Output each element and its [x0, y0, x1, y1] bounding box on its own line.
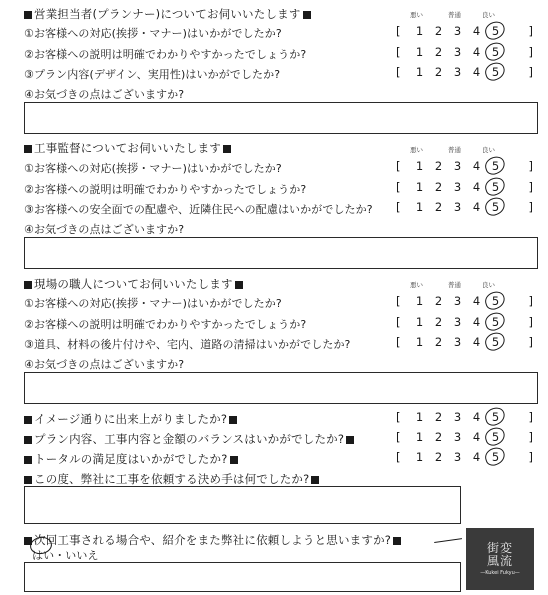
section-2-title: 工事監督についてお伺いいたします	[24, 140, 231, 156]
rating-option-4[interactable]: 4	[472, 335, 481, 349]
selected-rating-circle-icon	[483, 425, 507, 447]
square-bullet-icon	[24, 145, 32, 153]
rating-scale	[396, 410, 533, 424]
scale-close-bracket: ]	[528, 45, 533, 59]
overall-question-3: トータルの満足度はいかがでしたか?	[24, 451, 238, 467]
rating-option-2[interactable]: 2	[434, 315, 443, 329]
rating-option-5[interactable]: 5	[491, 180, 500, 194]
selected-rating-circle-icon	[483, 60, 507, 82]
selected-rating-circle-icon	[483, 19, 507, 41]
question-3-3: ③道具、材料の後片付けや、宅内、道路の清掃はいかがでしたか?	[24, 338, 351, 351]
scale-close-bracket: ]	[528, 315, 533, 329]
square-bullet-icon	[24, 456, 32, 464]
scale-open-bracket: [	[396, 180, 401, 194]
referral-options[interactable]: はい・いいえ	[32, 549, 99, 562]
rating-option-5[interactable]: 5	[491, 430, 500, 444]
comment-label-2: ④お気づきの点はございますか?	[24, 223, 185, 236]
rating-option-3[interactable]: 3	[453, 335, 462, 349]
comment-box-1[interactable]	[24, 102, 538, 134]
scale-close-bracket: ]	[528, 65, 533, 79]
square-bullet-icon	[24, 416, 32, 424]
rating-option-4[interactable]: 4	[472, 410, 481, 424]
overall-question-1: イメージ通りに出来上がりましたか?	[24, 411, 237, 427]
comment-label-1: ④お気づきの点はございますか?	[24, 88, 185, 101]
scale-close-bracket: ]	[528, 294, 533, 308]
rating-option-1[interactable]: 1	[415, 45, 424, 59]
rating-scale	[396, 159, 533, 173]
rating-option-1[interactable]: 1	[415, 450, 424, 464]
rating-option-1[interactable]: 1	[415, 65, 424, 79]
rating-option-2[interactable]: 2	[434, 335, 443, 349]
rating-scale	[396, 180, 533, 194]
rating-option-4[interactable]: 4	[472, 159, 481, 173]
referral-box[interactable]	[24, 562, 461, 592]
scale-open-bracket: [	[396, 335, 401, 349]
rating-option-4[interactable]: 4	[472, 430, 481, 444]
rating-option-5[interactable]: 5	[491, 294, 500, 308]
question-2-1: ①お客様への対応(挨拶・マナー)はいかがでしたか?	[24, 162, 282, 175]
rating-option-1[interactable]: 1	[415, 294, 424, 308]
rating-option-1[interactable]: 1	[415, 24, 424, 38]
rating-scale	[396, 315, 533, 329]
question-3-1: ①お客様への対応(挨拶・マナー)はいかがでしたか?	[24, 297, 282, 310]
square-bullet-icon	[303, 11, 311, 19]
scale-header-bad: 悪い	[410, 11, 423, 19]
rating-scale	[396, 450, 533, 464]
scale-close-bracket: ]	[528, 430, 533, 444]
rating-option-2[interactable]: 2	[434, 430, 443, 444]
square-bullet-icon	[24, 281, 32, 289]
question-1-2: ②お客様への説明は明確でわかりやすかったでしょうか?	[24, 48, 307, 61]
rating-option-3[interactable]: 3	[453, 315, 462, 329]
rating-option-4[interactable]: 4	[472, 294, 481, 308]
rating-option-2[interactable]: 2	[434, 294, 443, 308]
overall-question-2: プラン内容、工事内容と金額のバランスはいかがでしたか?	[24, 431, 354, 447]
scale-close-bracket: ]	[528, 159, 533, 173]
rating-option-3[interactable]: 3	[453, 65, 462, 79]
question-3-2: ②お客様への説明は明確でわかりやすかったでしょうか?	[24, 318, 307, 331]
rating-option-1[interactable]: 1	[415, 180, 424, 194]
rating-scale	[396, 45, 533, 59]
scale-close-bracket: ]	[528, 450, 533, 464]
question-1-3: ③プラン内容(デザイン、実用性)はいかがでしたか?	[24, 68, 281, 81]
scale-open-bracket: [	[396, 294, 401, 308]
selected-rating-circle-icon	[483, 195, 507, 217]
selected-rating-circle-icon	[483, 175, 507, 197]
scale-open-bracket: [	[396, 159, 401, 173]
scale-header-good: 良い	[482, 11, 495, 19]
rating-option-2[interactable]: 2	[434, 410, 443, 424]
question-1-1: ①お客様への対応(挨拶・マナー)はいかがでしたか?	[24, 27, 282, 40]
question-2-2: ②お客様への説明は明確でわかりやすかったでしょうか?	[24, 183, 307, 196]
scale-header-normal: 普通	[448, 11, 461, 19]
referral-title: 次回工事される場合や、紹介をまた弊社に依頼しようと思いますか?	[24, 532, 401, 548]
decision-title: この度、弊社に工事を依頼する決め手は何でしたか?	[24, 471, 319, 487]
rating-option-4[interactable]: 4	[472, 315, 481, 329]
scale-open-bracket: [	[396, 45, 401, 59]
square-bullet-icon	[235, 281, 243, 289]
rating-option-1[interactable]: 1	[415, 335, 424, 349]
square-bullet-icon	[229, 416, 237, 424]
question-2-3: ③お客様への安全面での配慮や、近隣住民への配慮はいかがでしたか?	[24, 203, 373, 216]
rating-option-3[interactable]: 3	[453, 24, 462, 38]
scale-close-bracket: ]	[528, 200, 533, 214]
selected-rating-circle-icon	[483, 154, 507, 176]
scale-open-bracket: [	[396, 200, 401, 214]
rating-option-5[interactable]: 5	[491, 335, 500, 349]
rating-option-5[interactable]: 5	[491, 200, 500, 214]
rating-option-1[interactable]: 1	[415, 430, 424, 444]
rating-scale	[396, 294, 533, 308]
rating-option-2[interactable]: 2	[434, 450, 443, 464]
company-logo-stamp	[466, 528, 534, 590]
rating-scale	[396, 24, 533, 38]
scale-close-bracket: ]	[528, 180, 533, 194]
rating-option-3[interactable]: 3	[453, 450, 462, 464]
comment-box-3[interactable]	[24, 372, 538, 404]
stamp-sub-text: —Kukei Fukyu—	[480, 570, 520, 576]
rating-option-3[interactable]: 3	[453, 430, 462, 444]
decision-box[interactable]	[24, 486, 461, 524]
selected-rating-circle-icon	[483, 310, 507, 332]
square-bullet-icon	[24, 11, 32, 19]
selected-rating-circle-icon	[483, 289, 507, 311]
rating-option-3[interactable]: 3	[453, 159, 462, 173]
rating-scale	[396, 65, 533, 79]
rating-option-4[interactable]: 4	[472, 24, 481, 38]
scale-open-bracket: [	[396, 24, 401, 38]
section-3-title: 現場の職人についてお伺いいたします	[24, 276, 243, 292]
square-bullet-icon	[230, 456, 238, 464]
rating-option-4[interactable]: 4	[472, 180, 481, 194]
scale-open-bracket: [	[396, 410, 401, 424]
rating-option-5[interactable]: 5	[491, 24, 500, 38]
scale-header-bad: 悪い	[410, 281, 423, 289]
section-1-title: 営業担当者(プランナー)についてお伺いいたします	[24, 6, 311, 22]
square-bullet-icon	[311, 476, 319, 484]
scale-open-bracket: [	[396, 65, 401, 79]
scale-close-bracket: ]	[528, 410, 533, 424]
scale-open-bracket: [	[396, 430, 401, 444]
rating-option-1[interactable]: 1	[415, 410, 424, 424]
square-bullet-icon	[24, 476, 32, 484]
rating-scale	[396, 200, 533, 214]
rating-option-3[interactable]: 3	[453, 45, 462, 59]
square-bullet-icon	[223, 145, 231, 153]
rating-option-1[interactable]: 1	[415, 315, 424, 329]
rating-option-5[interactable]: 5	[491, 410, 500, 424]
rating-option-1[interactable]: 1	[415, 200, 424, 214]
rating-option-2[interactable]: 2	[434, 200, 443, 214]
scale-open-bracket: [	[396, 450, 401, 464]
scale-header-normal: 普通	[448, 281, 461, 289]
rating-option-5[interactable]: 5	[491, 315, 500, 329]
comment-label-3: ④お気づきの点はございますか?	[24, 358, 185, 371]
scale-header-normal: 普通	[448, 146, 461, 154]
rating-scale	[396, 430, 533, 444]
rating-option-2[interactable]: 2	[434, 180, 443, 194]
scale-close-bracket: ]	[528, 24, 533, 38]
stamp-main-text: 街変風流	[486, 541, 513, 568]
rating-option-5[interactable]: 5	[491, 450, 500, 464]
selected-rating-circle-icon	[483, 445, 507, 467]
scale-header-good: 良い	[482, 281, 495, 289]
rating-option-5[interactable]: 5	[491, 45, 500, 59]
rating-option-1[interactable]: 1	[415, 159, 424, 173]
square-bullet-icon	[393, 537, 401, 545]
rating-option-3[interactable]: 3	[453, 294, 462, 308]
rating-option-2[interactable]: 2	[434, 45, 443, 59]
rating-option-2[interactable]: 2	[434, 24, 443, 38]
selected-rating-circle-icon	[483, 330, 507, 352]
rating-scale	[396, 335, 533, 349]
rating-option-2[interactable]: 2	[434, 159, 443, 173]
comment-box-2[interactable]	[24, 237, 538, 269]
rating-option-4[interactable]: 4	[472, 45, 481, 59]
rating-option-2[interactable]: 2	[434, 65, 443, 79]
square-bullet-icon	[346, 436, 354, 444]
rating-option-4[interactable]: 4	[472, 450, 481, 464]
selected-rating-circle-icon	[483, 40, 507, 62]
rating-option-3[interactable]: 3	[453, 410, 462, 424]
square-bullet-icon	[24, 436, 32, 444]
selected-rating-circle-icon	[483, 405, 507, 427]
rating-option-5[interactable]: 5	[491, 65, 500, 79]
scale-open-bracket: [	[396, 315, 401, 329]
rating-option-4[interactable]: 4	[472, 65, 481, 79]
rating-option-3[interactable]: 3	[453, 180, 462, 194]
pen-stroke-icon	[434, 538, 464, 556]
rating-option-5[interactable]: 5	[491, 159, 500, 173]
scale-close-bracket: ]	[528, 335, 533, 349]
scale-header-good: 良い	[482, 146, 495, 154]
rating-option-4[interactable]: 4	[472, 200, 481, 214]
scale-header-bad: 悪い	[410, 146, 423, 154]
rating-option-3[interactable]: 3	[453, 200, 462, 214]
